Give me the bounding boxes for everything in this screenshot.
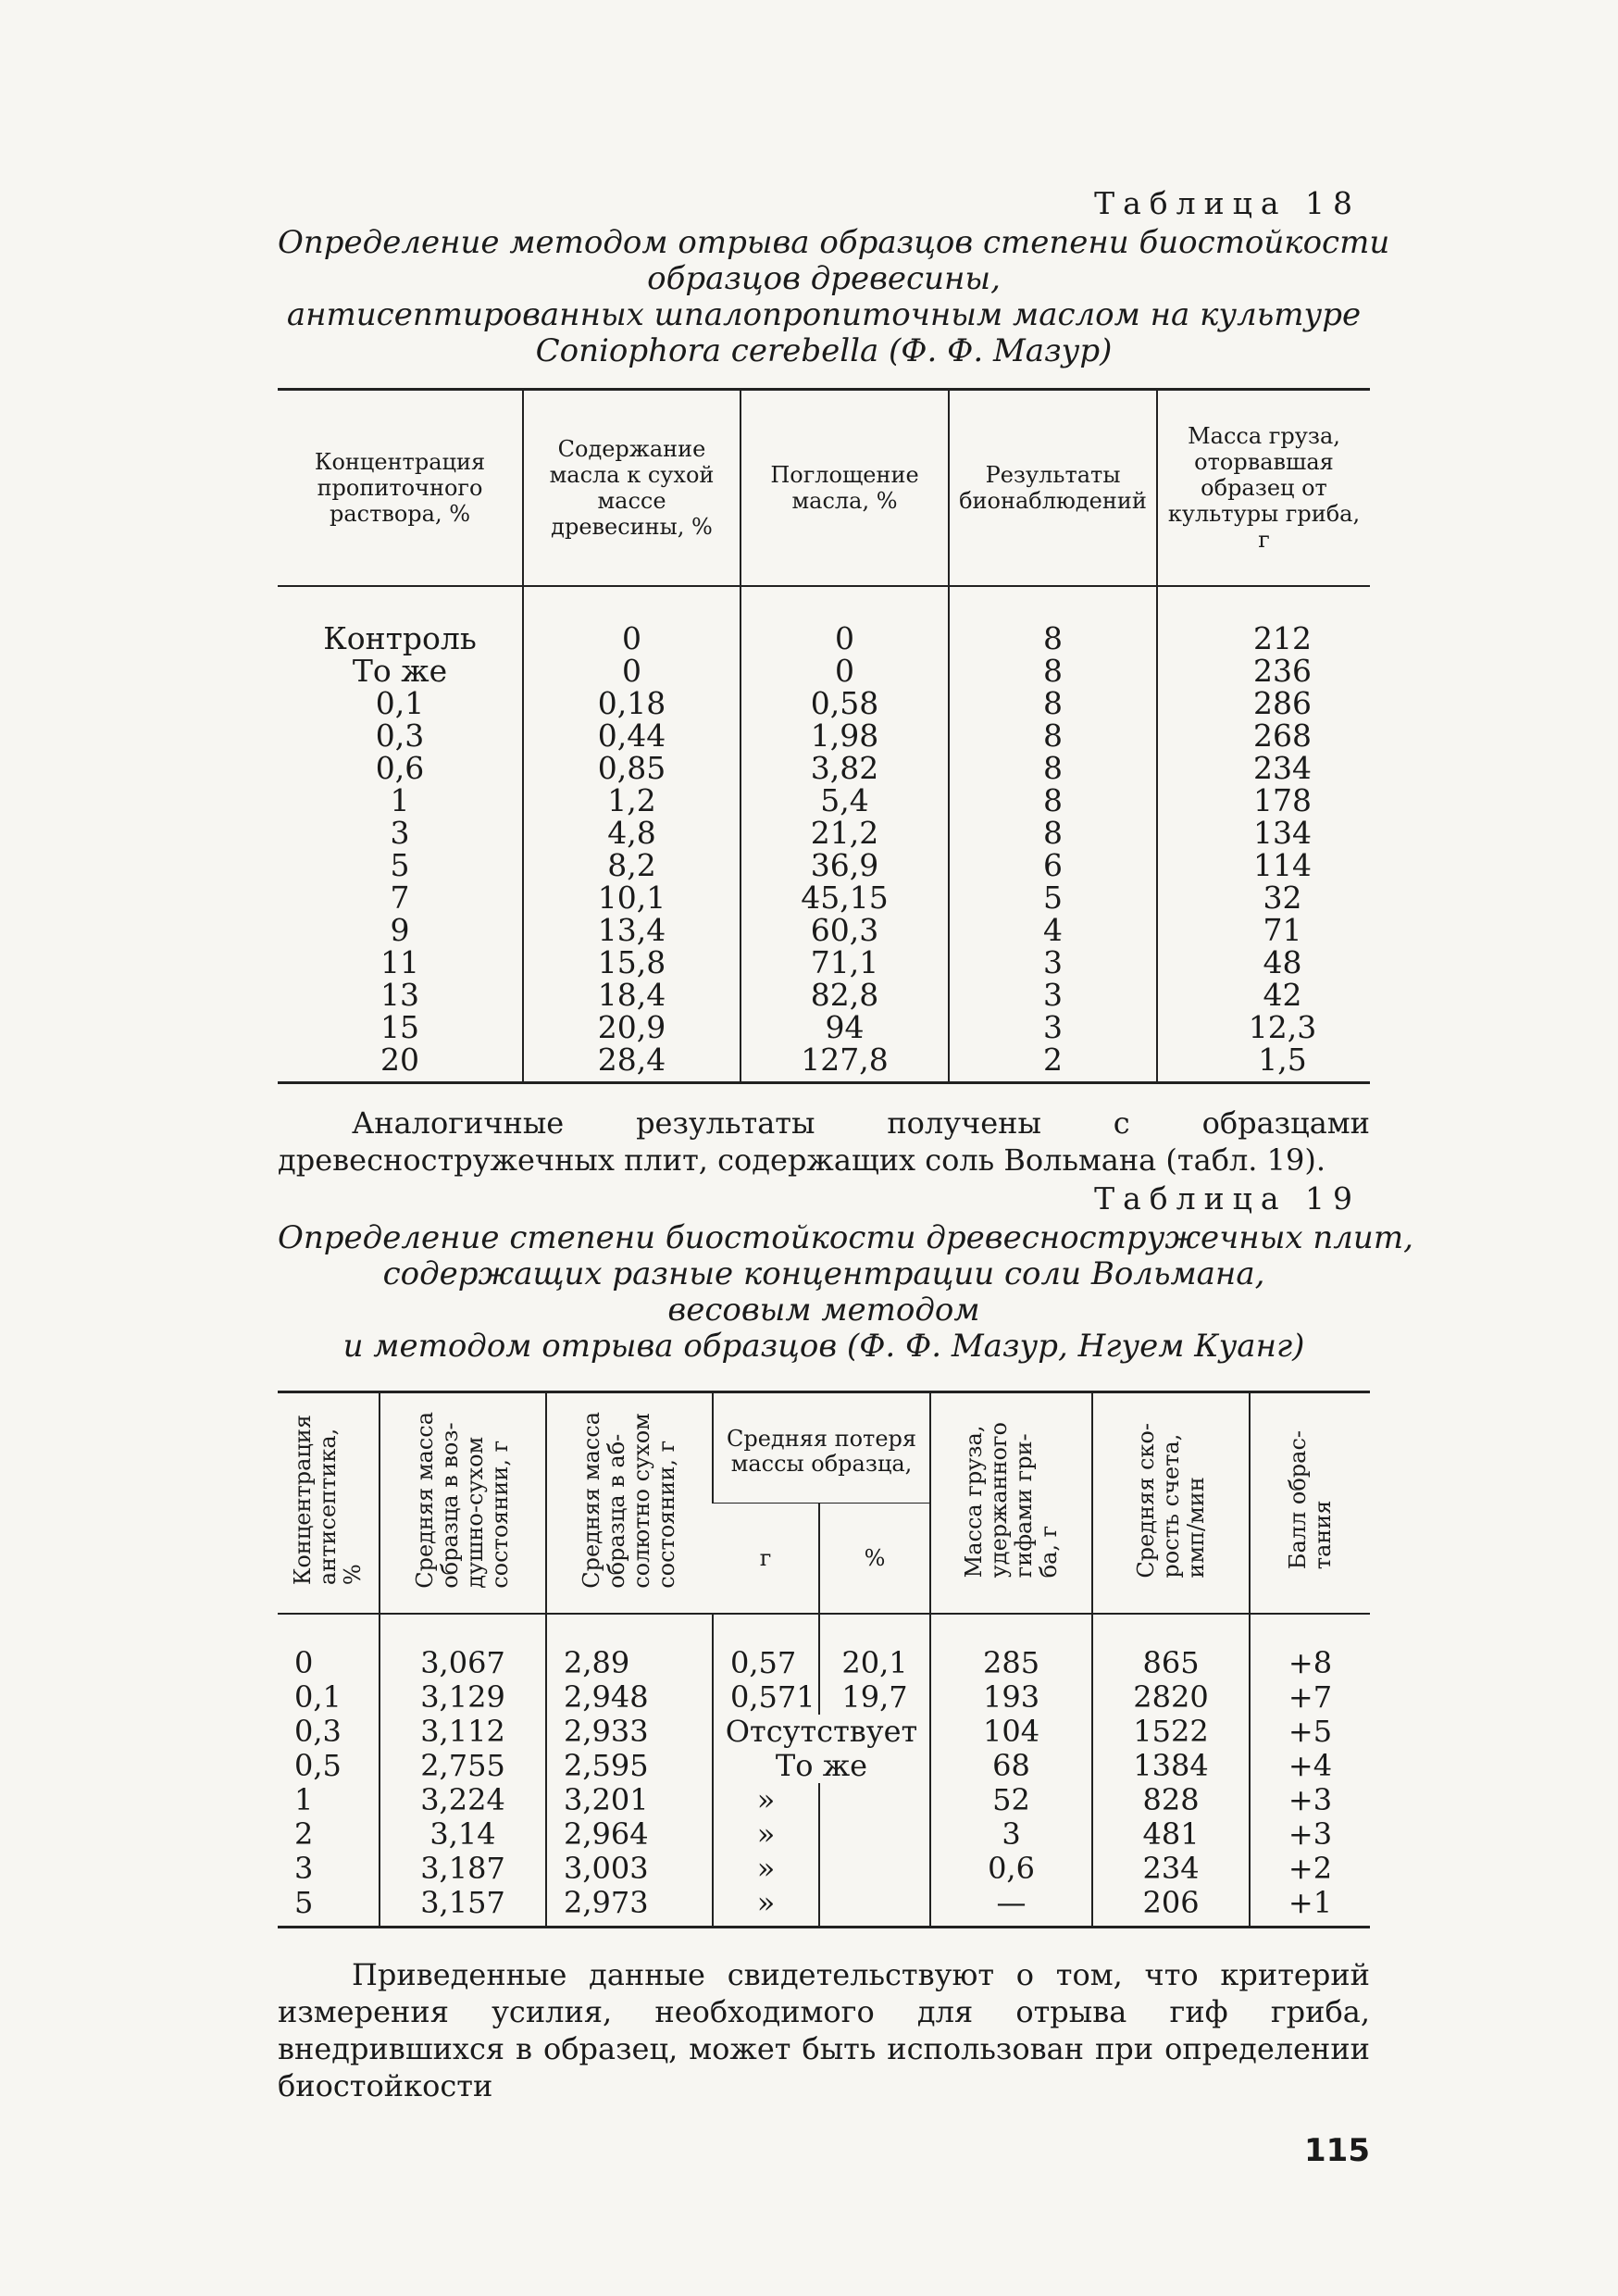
table-cell: 82,8: [741, 979, 949, 1011]
table-cell: 0: [523, 586, 741, 655]
header-line: Балл обрас-: [1284, 1430, 1311, 1570]
table-18-body: [278, 586, 1370, 1083]
table-cell: 20,9: [523, 1011, 741, 1043]
table-cell: 42: [1157, 979, 1370, 1011]
header-line: солютно сухом: [629, 1413, 654, 1589]
table-cell: 1: [294, 1782, 314, 1817]
table-cell: [819, 1783, 930, 1817]
table-cell: 0,3: [294, 1714, 342, 1749]
table-row: [278, 914, 1370, 946]
table-row: [278, 1852, 1370, 1886]
table-cell: 3,224: [380, 1783, 546, 1817]
header-line: душно-сухом: [462, 1436, 488, 1589]
table-cell: 3,067: [380, 1614, 546, 1680]
table-cell: 3: [930, 1817, 1092, 1852]
table-cell: 0,1: [375, 685, 425, 721]
table-cell: 1,98: [741, 719, 949, 752]
table-cell: 12,3: [1157, 1011, 1370, 1043]
header-line: образца в воз-: [437, 1422, 463, 1589]
table-cell: 20,1: [819, 1614, 930, 1680]
table-cell: 9: [390, 912, 410, 948]
table-cell: +8: [1250, 1614, 1370, 1680]
table-row: [278, 946, 1370, 979]
column-header-concentration: [278, 1392, 380, 1615]
table-cell: »: [713, 1852, 819, 1886]
column-header-mass-absolute-dry: [546, 1392, 713, 1615]
header-line: тания: [1309, 1500, 1336, 1570]
table-cell: 4,8: [523, 817, 741, 849]
table-cell: 2,964: [546, 1817, 713, 1852]
table-row: [278, 687, 1370, 719]
table-cell: 11: [380, 944, 419, 980]
table-cell: 3: [294, 1851, 314, 1886]
table-cell: [819, 1852, 930, 1886]
header-line: Средняя масса: [579, 1412, 604, 1589]
column-header-load: [930, 1392, 1092, 1615]
table-cell: 0: [741, 586, 949, 655]
table-cell: 3,201: [546, 1783, 713, 1817]
table-cell: 268: [1157, 719, 1370, 752]
table-row: [278, 1011, 1370, 1043]
table-cell: 2,933: [546, 1715, 713, 1749]
table-cell: »: [713, 1783, 819, 1817]
table-row: [278, 1749, 1370, 1783]
table-cell: 5: [390, 847, 410, 883]
table-row: [278, 1817, 1370, 1852]
header-line: Средняя масса: [412, 1412, 438, 1589]
header-line: имп/мин: [1182, 1476, 1209, 1578]
table-cell: 178: [1157, 784, 1370, 817]
table-cell: 0,6: [930, 1852, 1092, 1886]
header-line: гифами гри-: [1010, 1433, 1037, 1578]
table-row: [278, 1715, 1370, 1749]
paragraph: Аналогичные результаты получены с образцами древесностружечных плит, содержащих соль Вольмана (табл. 19).: [278, 1105, 1370, 1178]
table-cell: 8: [949, 655, 1157, 687]
table-cell: »: [713, 1886, 819, 1928]
table-row: [278, 655, 1370, 687]
table-cell: 2,948: [546, 1680, 713, 1715]
table-cell: 236: [1157, 655, 1370, 687]
table-cell: 19,7: [819, 1680, 930, 1715]
table-cell: Контроль: [323, 620, 477, 656]
table-cell: 3,82: [741, 752, 949, 784]
table-cell: 3: [390, 815, 410, 851]
table-cell: +1: [1250, 1886, 1370, 1928]
table-cell: 32: [1157, 881, 1370, 914]
column-header-mass-air-dry: [380, 1392, 546, 1615]
table-cell: 5: [949, 881, 1157, 914]
title-line: и методом отрыва образцов (Ф. Ф. Мазур, Нгуем Куанг): [342, 1328, 1305, 1365]
table-cell: 15: [380, 1009, 419, 1045]
table-cell: 0,5: [294, 1748, 342, 1783]
table-cell: 13,4: [523, 914, 741, 946]
header-line: состоянии, г: [653, 1440, 679, 1589]
table-cell: 104: [930, 1715, 1092, 1749]
table-cell: +2: [1250, 1852, 1370, 1886]
table-cell: 0,58: [741, 687, 949, 719]
title-line: образцов древесины,: [647, 260, 1001, 297]
table-row: [278, 586, 1370, 655]
table-cell: 1,5: [1157, 1043, 1370, 1083]
column-header: Результаты бионаблюдений: [949, 390, 1157, 587]
table-row: [278, 719, 1370, 752]
column-header: Содержание масла к сухой массе древесины, %: [523, 390, 741, 587]
table-cell: 0,3: [375, 718, 425, 754]
table-19-caption: Таблица 19: [1094, 1180, 1361, 1217]
table-row: [278, 1043, 1370, 1083]
table-cell: То же: [713, 1749, 930, 1783]
table-cell: То же: [352, 653, 448, 689]
table-cell: 71: [1157, 914, 1370, 946]
table-cell: [819, 1817, 930, 1852]
table-cell: 45,15: [741, 881, 949, 914]
table-cell: +5: [1250, 1715, 1370, 1749]
table-cell: 3: [949, 979, 1157, 1011]
title-line: Coniophora cerebella (Ф. Ф. Мазур): [535, 332, 1113, 369]
table-cell: 114: [1157, 849, 1370, 881]
table-cell: 36,9: [741, 849, 949, 881]
table-cell: 212: [1157, 586, 1370, 655]
table-18-caption: Таблица 18: [1094, 185, 1361, 221]
page: [278, 185, 1413, 2169]
table-cell: 8: [949, 817, 1157, 849]
column-header: Масса груза, оторвавшая образец от культуры гриба, г: [1157, 390, 1370, 587]
paragraph: Приведенные данные свидетельствуют о том, что критерий измерения усилия, необходимого для отрыва гиф гриба, внедрившихся в образец, может быть использован при определении биостойкости: [278, 1957, 1370, 2103]
column-header-score: [1250, 1392, 1370, 1615]
table-cell: 4: [949, 914, 1157, 946]
table-cell: —: [930, 1886, 1092, 1928]
header-line: состоянии, г: [487, 1440, 513, 1589]
header-line: антисептика,: [315, 1429, 341, 1586]
table-cell: 1: [390, 782, 410, 818]
table-cell: 0,57: [713, 1614, 819, 1680]
table-cell: 3,157: [380, 1886, 546, 1928]
table-18: [278, 388, 1370, 1084]
table-row: [278, 881, 1370, 914]
table-cell: 0,44: [523, 719, 741, 752]
table-cell: 0,18: [523, 687, 741, 719]
table-cell: 828: [1092, 1783, 1250, 1817]
table-cell: +3: [1250, 1817, 1370, 1852]
table-row: [278, 1886, 1370, 1928]
table-18-title: [278, 224, 1390, 369]
table-cell: 28,4: [523, 1043, 741, 1083]
header-line: Масса груза,: [960, 1425, 987, 1578]
table-cell: 2: [949, 1043, 1157, 1083]
table-cell: 18,4: [523, 979, 741, 1011]
table-cell: 1522: [1092, 1715, 1250, 1749]
table-cell: 2,755: [380, 1749, 546, 1783]
header-line: рость счета,: [1157, 1433, 1184, 1578]
table-cell: 286: [1157, 687, 1370, 719]
table-cell: 0: [523, 655, 741, 687]
table-cell: 10,1: [523, 881, 741, 914]
column-header: Концентрация пропиточного раствора, %: [278, 390, 523, 587]
table-cell: 0,571: [713, 1680, 819, 1715]
table-cell: +3: [1250, 1783, 1370, 1817]
table-cell: 285: [930, 1614, 1092, 1680]
table-cell: 8: [949, 752, 1157, 784]
table-cell: 8: [949, 784, 1157, 817]
table-cell: 127,8: [741, 1043, 949, 1083]
column-header-loss-g: г: [713, 1504, 819, 1615]
table-cell: 3,129: [380, 1680, 546, 1715]
table-cell: 193: [930, 1680, 1092, 1715]
table-cell: 234: [1092, 1852, 1250, 1886]
table-cell: 13: [380, 977, 419, 1013]
table-cell: 3: [949, 946, 1157, 979]
table-cell: 0,85: [523, 752, 741, 784]
table-cell: 2,595: [546, 1749, 713, 1783]
table-cell: 7: [390, 880, 410, 916]
table-19: [278, 1391, 1370, 1928]
table-row: [278, 752, 1370, 784]
title-line: весовым методом: [667, 1292, 980, 1329]
table-row: [278, 849, 1370, 881]
column-header-count-rate: [1092, 1392, 1250, 1615]
table-cell: 68: [930, 1749, 1092, 1783]
table-cell: 0: [294, 1645, 314, 1680]
table-row: [278, 1680, 1370, 1715]
header-line: ба, г: [1035, 1526, 1062, 1578]
table-cell: 865: [1092, 1614, 1250, 1680]
page-number: 115: [1304, 2132, 1370, 2169]
title-line: Определение методом отрыва образцов степени биостойкости: [278, 224, 1390, 261]
table-cell: [819, 1886, 930, 1928]
table-cell: 0,6: [375, 750, 425, 786]
table-row: [278, 817, 1370, 849]
table-cell: 71,1: [741, 946, 949, 979]
table-cell: 206: [1092, 1886, 1250, 1928]
table-cell: 8: [949, 586, 1157, 655]
table-cell: 5: [278, 1886, 380, 1928]
table-19-title: [278, 1219, 1413, 1365]
table-cell: 20: [278, 1043, 523, 1083]
table-row: [278, 784, 1370, 817]
table-cell: +7: [1250, 1680, 1370, 1715]
table-cell: 481: [1092, 1817, 1250, 1852]
table-cell: 3,14: [380, 1817, 546, 1852]
table-cell: 52: [930, 1783, 1092, 1817]
title-line: содержащих разные концентрации соли Вольмана,: [382, 1255, 1265, 1292]
title-line: антисептированных шпалопропиточным маслом на культуре: [286, 296, 1362, 333]
table-cell: 134: [1157, 817, 1370, 849]
table-cell: 0,1: [294, 1679, 342, 1715]
header-line: Концентрация: [290, 1415, 316, 1586]
header-line: удержанного: [985, 1422, 1012, 1578]
table-cell: 1384: [1092, 1749, 1250, 1783]
table-cell: »: [713, 1817, 819, 1852]
table-cell: 1,2: [523, 784, 741, 817]
header-line: Средняя ско-: [1132, 1422, 1159, 1578]
table-cell: Отсутствует: [713, 1715, 930, 1749]
table-cell: 2,89: [546, 1614, 713, 1680]
table-cell: 2820: [1092, 1680, 1250, 1715]
table-cell: 2,973: [546, 1886, 713, 1928]
table-cell: 5,4: [741, 784, 949, 817]
table-row: [278, 1614, 1370, 1680]
table-cell: 6: [949, 849, 1157, 881]
table-cell: 8: [949, 687, 1157, 719]
column-header-mass-loss: Средняя потеря массы образца,: [713, 1392, 930, 1504]
table-cell: 3,003: [546, 1852, 713, 1886]
table-cell: 94: [741, 1011, 949, 1043]
table-cell: 2: [294, 1816, 314, 1852]
table-cell: 48: [1157, 946, 1370, 979]
table-cell: 60,3: [741, 914, 949, 946]
header-line: %: [340, 1564, 366, 1586]
table-19-body: [278, 1614, 1370, 1928]
table-row: [278, 1783, 1370, 1817]
table-cell: 234: [1157, 752, 1370, 784]
header-line: образца в аб-: [604, 1433, 629, 1589]
table-cell: 8: [949, 719, 1157, 752]
table-cell: 15,8: [523, 946, 741, 979]
table-cell: 3,112: [380, 1715, 546, 1749]
table-cell: 3,187: [380, 1852, 546, 1886]
table-cell: +4: [1250, 1749, 1370, 1783]
table-cell: 8,2: [523, 849, 741, 881]
table-cell: 3: [949, 1011, 1157, 1043]
table-cell: 0: [741, 655, 949, 687]
column-header: Поглощение масла, %: [741, 390, 949, 587]
table-row: [278, 979, 1370, 1011]
column-header-loss-pct: %: [819, 1504, 930, 1615]
table-cell: 21,2: [741, 817, 949, 849]
title-line: Определение степени биостойкости древесностружечных плит,: [278, 1219, 1413, 1256]
